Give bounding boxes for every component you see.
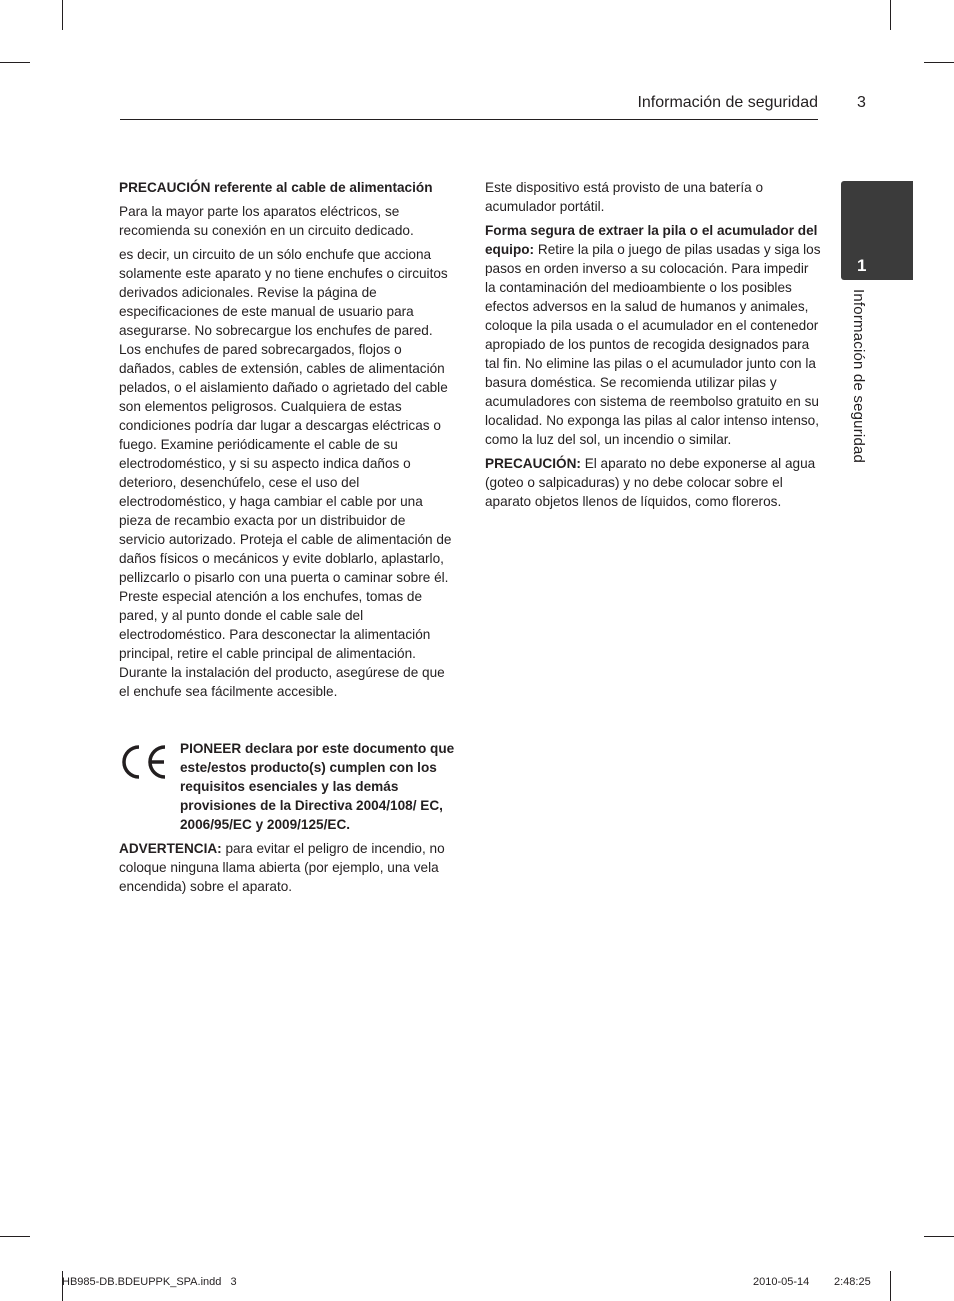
crop-mark	[924, 1236, 954, 1237]
footer-filename: HB985-DB.BDEUPPK_SPA.indd 3	[62, 1276, 237, 1288]
dedicated-circuit-paragraph: Para la mayor parte los aparatos eléctricos, se recomienda su conexión en un circuito dedicado.	[119, 204, 414, 238]
right-column	[485, 178, 821, 511]
header-rule	[120, 119, 818, 120]
chapter-side-label: Información de seguridad	[850, 289, 867, 464]
power-cord-paragraph: es decir, un circuito de un sólo enchufe que acciona solamente este aparato y no tiene enchufes o circuitos derivados adicionales. Revise la página de especificaciones de este manual de usuario para asegurarse. No sobrecargue los enchufes de pared. Los enchufes de pared sobrecargados, flojos o dañados, cables de extensión, cables de alimentación pelados, o el aislamiento dañado o agrietado del cable son elementos peligrosos. Cualquiera de estas condiciones podría dar lugar a descargas eléctricas o fuego. Examine periódicamente el cable de su electrodoméstico, y si su aspecto indica daños o deterioro, desenchúfelo, cese el uso del electrodoméstico, y haga cambiar el cable por una pieza de recambio exacta por un distribuidor de servicio autorizado. Proteja el cable de alimentación de daños físicos o mecánicos y evite doblarlo, aplastarlo, pellizcarlo o pisarlo con una puerta o caminar sobre él. Preste especial atención a los enchufes, tomas de pared, y al punto donde el cable sale del electrodoméstico. Para desconectar la alimentación principal, retire el cable principal de alimentación. Durante la instalación del producto, asegúrese de que el enchufe sea fácilmente accesible.	[119, 247, 452, 699]
ce-declaration-block	[119, 739, 455, 834]
crop-mark	[924, 62, 954, 63]
crop-mark	[890, 1271, 891, 1301]
ce-declaration-text: PIONEER declara por este documento que este/estos producto(s) cumplen con los requisitos esenciales y las demás provisiones de la Directiva 2004/108/ EC, 2006/95/EC y 2009/125/EC.	[180, 741, 455, 832]
page-number: 3	[857, 94, 866, 111]
footer-date: 2010-05-14	[753, 1276, 810, 1288]
footer-time: 2:48:25	[834, 1276, 871, 1288]
fire-warning-paragraph	[119, 839, 455, 896]
running-header: Información de seguridad	[637, 94, 818, 111]
crop-mark	[0, 1236, 30, 1237]
battery-removal-paragraph	[485, 221, 821, 449]
precaution-label: PRECAUCIÓN:	[485, 456, 581, 471]
left-column	[119, 178, 455, 896]
ce-mark-icon	[119, 742, 169, 782]
crop-mark	[890, 0, 891, 30]
warning-label: ADVERTENCIA:	[119, 841, 222, 856]
precaution-text: El aparato no debe exponerse al agua (goteo o salpicaduras) y no debe colocar sobre el aparato objetos llenos de líquidos, como floreros.	[485, 456, 816, 509]
precaution-heading: PRECAUCIÓN referente al cable de alimentación	[119, 180, 433, 195]
crop-mark	[62, 0, 63, 30]
water-precaution-paragraph	[485, 454, 821, 511]
chapter-number: 1	[857, 256, 867, 275]
crop-mark	[0, 62, 30, 63]
chapter-tab	[841, 181, 913, 280]
battery-heading: Forma segura de extraer la pila o el acumulador del equipo:	[485, 223, 818, 257]
warning-text: para evitar el peligro de incendio, no coloque ninguna llama abierta (por ejemplo, una vela encendida) sobre el aparato.	[119, 841, 445, 894]
battery-intro-paragraph: Este dispositivo está provisto de una batería o acumulador portátil.	[485, 180, 764, 214]
battery-text: Retire la pila o juego de pilas usadas y siga los pasos en orden inverso a su colocación. Para impedir la contaminación del medioambiente o los posibles efectos adversos en la salud de humanos y animales, coloque la pila usada o el acumulador en el contenedor apropiado de los puntos de recogida designados para tal fin. No elimine las pilas o el acumulador junto con la basura doméstica. Se recomienda utilizar pilas y acumuladores con sistema de reembolso gratuito en su localidad. No exponga las pilas al calor intenso intenso, como la luz del sol, un incendio o similar.	[485, 242, 821, 447]
